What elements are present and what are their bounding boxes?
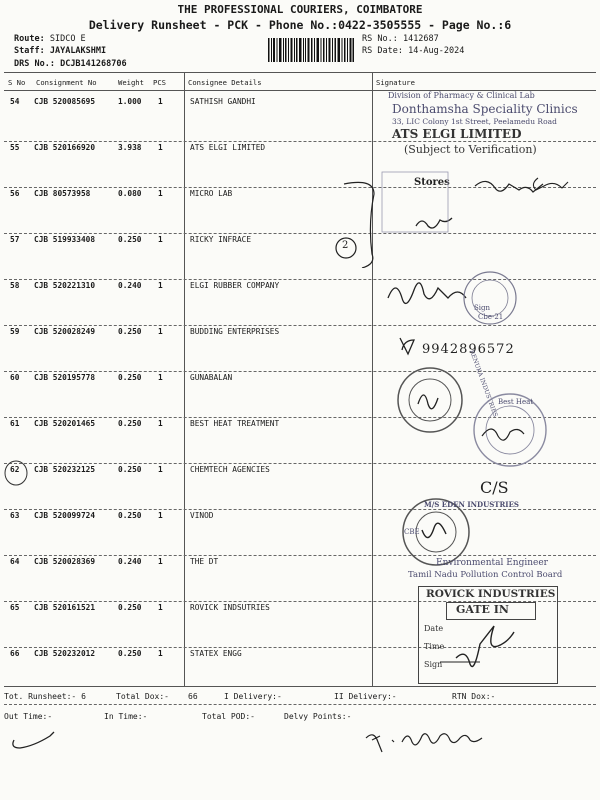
tnpcb-stamp-line1: Environmental Engineer	[436, 558, 548, 568]
route-label: Route:	[14, 34, 45, 44]
footer-divider	[4, 704, 596, 705]
row-weight: 0.250	[118, 511, 142, 520]
table-bottom-border	[4, 686, 596, 687]
table-row	[0, 511, 600, 557]
gate-in-text: GATE IN	[456, 603, 509, 616]
row-divider	[4, 555, 596, 556]
row-consignee: THE DT	[190, 557, 219, 566]
row-weight: 0.250	[118, 419, 142, 428]
tnpcb-stamp-line2: Tamil Nadu Pollution Control Board	[408, 570, 563, 580]
row-sno: 61	[10, 419, 20, 428]
row-weight: 0.080	[118, 189, 142, 198]
col-header-weight: Weight	[118, 78, 144, 87]
row-consignee: ATS ELGI LIMITED	[190, 143, 266, 152]
row-pcs: 1	[158, 465, 163, 474]
row-weight: 1.000	[118, 97, 142, 106]
i-delivery: I Delivery:-	[224, 692, 282, 701]
eden-stamp-cbe: CBE	[404, 528, 420, 536]
row-consignment: CJB 520221310	[34, 281, 96, 290]
row-consignment: CJB 520085695	[34, 97, 96, 106]
row-pcs: 1	[158, 373, 163, 382]
row-consignee: ELGI RUBBER COMPANY	[190, 281, 280, 290]
total-runsheet: Tot. Runsheet:- 6	[4, 692, 86, 701]
drs-value: DCJB141268706	[60, 59, 127, 69]
elgi-rubber-signature	[378, 268, 528, 330]
rs-date-label: RS Date:	[362, 46, 403, 56]
row-pcs: 1	[158, 327, 163, 336]
row-consignee: MICRO LAB	[190, 189, 233, 198]
row-consignment: CJB 80573958	[34, 189, 91, 198]
row-consignment: CJB 519933408	[34, 235, 96, 244]
ats-elgi-stamp-line2: (Subject to Verification)	[404, 143, 537, 156]
rovick-signature	[436, 618, 536, 678]
rs-date-value: 14-Aug-2024	[408, 46, 465, 56]
row-consignment: CJB 520195778	[34, 373, 96, 382]
row-consignee: BEST HEAT TREATMENT	[190, 419, 280, 428]
row-pcs: 1	[158, 649, 163, 658]
row-consignment: CJB 520232012	[34, 649, 96, 658]
total-dox-value: 66	[188, 692, 198, 701]
row-sno: 58	[10, 281, 20, 290]
renuka-stamp-text: RENUKA INDUSTRIES	[467, 349, 499, 418]
gate-sign-label: Sign	[424, 660, 443, 669]
col-header-consignee: Consignee Details	[188, 78, 262, 87]
row-sno: 64	[10, 557, 20, 566]
row-weight: 3.938	[118, 143, 142, 152]
row-weight: 0.250	[118, 603, 142, 612]
delvy-points: Delvy Points:-	[284, 712, 352, 721]
row-divider	[4, 371, 596, 372]
row-consignee: SATHISH GANDHI	[190, 97, 256, 106]
staff-value: JAYALAKSHMI	[49, 46, 107, 56]
ii-delivery: II Delivery:-	[334, 692, 397, 701]
row-sno: 60	[10, 373, 20, 382]
security-stamp-cbe: Cbe-21	[478, 313, 504, 321]
row-pcs: 1	[158, 235, 163, 244]
cs-note: C/S	[480, 478, 509, 497]
gate-time-label: Time	[424, 642, 445, 651]
total-dox-label: Total Dox:-	[116, 692, 169, 701]
row-pcs: 1	[158, 189, 163, 198]
company-title: THE PROFESSIONAL COURIERS, COIMBATORE	[177, 3, 423, 16]
row-consignee: STATEX ENGG	[190, 649, 242, 658]
drs-line	[14, 58, 127, 70]
route-value: SIDCO E	[49, 34, 86, 44]
circled-number-text: 2	[342, 240, 349, 251]
out-time-signature	[8, 728, 58, 752]
eden-stamp-text: M/S EDEN INDUSTRIES	[424, 500, 519, 509]
row-consignee: ROVICK INDSUTRIES	[190, 603, 270, 612]
row-divider	[4, 509, 596, 510]
col-header-sno: S No	[8, 78, 26, 87]
phone-number-note: 9942896572	[422, 342, 515, 357]
staff-label: Staff:	[14, 46, 45, 56]
row-pcs: 1	[158, 511, 163, 520]
rovick-stamp-title: ROVICK INDUSTRIES	[426, 588, 556, 600]
table-top-border	[4, 72, 596, 73]
stores-stamp: Stores	[414, 177, 450, 188]
row-pcs: 1	[158, 97, 163, 106]
row-62-circle-mark	[2, 458, 32, 488]
budding-signature	[396, 334, 420, 360]
clinic-stamp-line2: Donthamsha Speciality Clinics	[392, 102, 578, 116]
row-consignment: CJB 520028249	[34, 327, 96, 336]
security-stamp-sign: Sign	[474, 304, 491, 312]
micro-lab-signature	[380, 166, 590, 240]
row-weight: 0.250	[118, 465, 142, 474]
row-sno: 56	[10, 189, 20, 198]
clinic-stamp-line3: 33, LIC Colony 1st Street, Peelamedu Road	[392, 117, 557, 126]
row-weight: 0.240	[118, 557, 142, 566]
in-time: In Time:-	[104, 712, 148, 721]
row-sno: 65	[10, 603, 20, 612]
row-sno: 55	[10, 143, 20, 152]
row-consignee: GUNABALAN	[190, 373, 233, 382]
staff-line	[14, 45, 106, 57]
gate-date-label: Date	[424, 624, 444, 633]
row-consignment: CJB 520028369	[34, 557, 96, 566]
rs-no-value: 1412687	[402, 34, 439, 44]
col-header-signature: Signature	[376, 78, 415, 87]
row-pcs: 1	[158, 557, 163, 566]
barcode	[268, 38, 354, 62]
ats-elgi-stamp-line1: ATS ELGI LIMITED	[392, 127, 522, 141]
row-divider	[4, 141, 596, 142]
clinic-stamp-line1: Division of Pharmacy & Clinical Lab	[388, 91, 535, 100]
row-consignee: VINOD	[190, 511, 214, 520]
row-consignment: CJB 520161521	[34, 603, 96, 612]
row-weight: 0.250	[118, 649, 142, 658]
renuka-industries-stamp	[396, 364, 476, 436]
row-sno: 63	[10, 511, 20, 520]
col-header-consignment: Consignment No	[36, 78, 97, 87]
row-sno: 59	[10, 327, 20, 336]
row-sno: 62	[10, 465, 20, 474]
row-pcs: 1	[158, 419, 163, 428]
row-consignee: CHEMTECH AGENCIES	[190, 465, 270, 474]
drs-label: DRS No.:	[14, 59, 55, 69]
row-consignment: CJB 520166920	[34, 143, 96, 152]
row-pcs: 1	[158, 603, 163, 612]
route-line	[14, 33, 86, 45]
staff-signature	[362, 726, 502, 754]
row-weight: 0.250	[118, 327, 142, 336]
row-weight: 0.250	[118, 373, 142, 382]
total-pod: Total POD:-	[202, 712, 255, 721]
row-sno: 66	[10, 649, 20, 658]
rs-no-line	[362, 33, 439, 45]
row-weight: 0.240	[118, 281, 142, 290]
row-consignment: CJB 520201465	[34, 419, 96, 428]
row-weight: 0.250	[118, 235, 142, 244]
row-pcs: 1	[158, 143, 163, 152]
row-sno: 54	[10, 97, 20, 106]
out-time: Out Time:-	[4, 712, 53, 721]
runsheet-subtitle: Delivery Runsheet - PCK - Phone No.:0422-3505555 - Page No.:6	[88, 18, 512, 32]
row-pcs: 1	[158, 281, 163, 290]
row-consignment: CJB 520099724	[34, 511, 96, 520]
rtn-dox: RTN Dox:-	[452, 692, 496, 701]
rs-no-label: RS No.:	[362, 34, 398, 44]
row-sno: 57	[10, 235, 20, 244]
best-heat-stamp-text: Best Heat	[498, 398, 534, 406]
row-consignment: CJB 520232125	[34, 465, 96, 474]
row-consignee: BUDDING ENTERPRISES	[190, 327, 280, 336]
rs-date-line	[362, 45, 464, 57]
col-header-pcs: PCS	[153, 78, 166, 87]
row-consignee: RICKY INFRACE	[190, 235, 252, 244]
